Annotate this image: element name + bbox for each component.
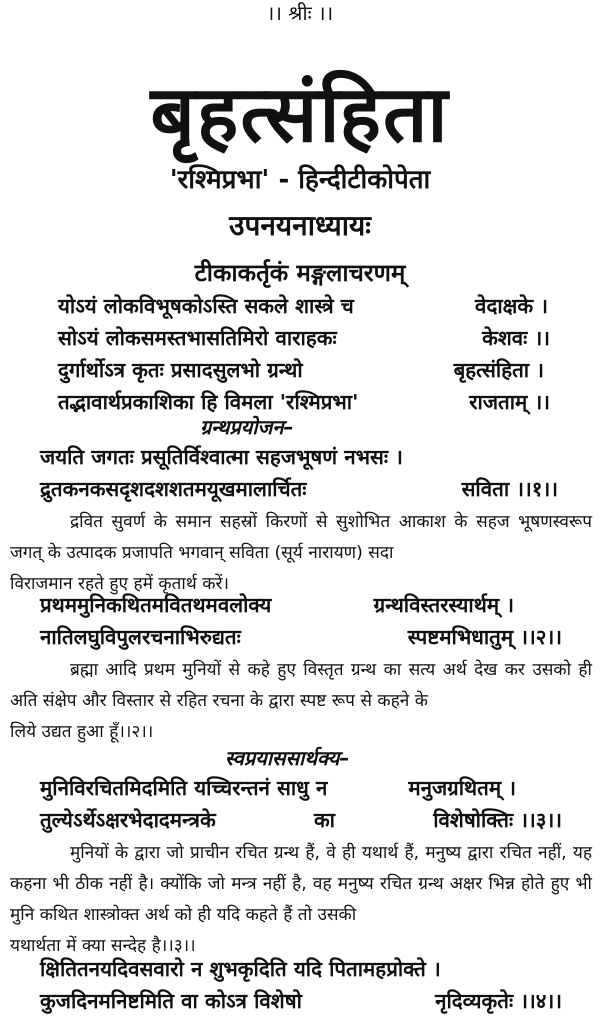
mangala-heading: टीकाकर्तृकं मङ्गलाचरणम् <box>194 259 406 287</box>
verse-4-line-1: क्षितितनयदिवसवारो न शुभकृदिति यदि पितामहप्रोक्ते । <box>40 957 441 981</box>
commentary-1: द्रवित सुवर्ण के समान सहस्रों किरणों से सुशोभित आकाश के सहज भूषणस्वरूप जगत् के उत्पादक प्रजापति भगवान् सविता (सूर्य नारायण) सदा <box>10 512 592 563</box>
mangala-verse-line-2: सोऽयं लोकसमस्तभासतिमिरो वाराहकः केशवः ।। <box>58 326 550 350</box>
commentary-2: ब्रह्मा आदि प्रथम मुनियों से कहे हुए विस्तृत ग्रन्थ का सत्य अर्थ देख कर उसको ही अति संक्षेप और विस्तार से रहित रचना के द्वारा स्पष्ट रूप से कहने के <box>10 660 592 711</box>
mangala-verse-line-4: तद्भावार्थप्रकाशिका हि विमला 'रश्मिप्रभा' राजताम् ।। <box>58 390 550 414</box>
verse-2-line-2: नातिलघुविपुलरचनाभिरुद्यतः स्पष्टमभिधातुम् ।।२।। <box>40 625 562 649</box>
invocation: ।। श्रीः ।। <box>266 1 334 25</box>
section-heading-svaprayasa: स्वप्रयाससार्थक्य– <box>225 746 350 770</box>
section-heading-granthaprayojana: ग्रन्थप्रयोजन– <box>200 415 294 439</box>
commentary-2-last: लिये उद्यत हुआ हूँ।।२।। <box>10 722 154 742</box>
commentary-3-last: यथार्थता में क्या सन्देह है।।३।। <box>10 936 196 956</box>
chapter-title: उपनयनाध्यायः <box>229 209 371 242</box>
commentary-3: मुनियों के द्वारा जो प्राचीन रचित ग्रन्थ हैं, वे ही यथार्थ हैं, मनुष्य द्वारा रचित नहीं, यह कहना भी ठीक नहीं है। क्योंकि जो मन्त्र नहीं है, वह मनुष्य रचित ग्रन्थ अक्षर भिन्न होते हुए भी मुनि कथित शास्त्रोक्त अर्थ को ही यदि कहते हैं तो उसकी <box>10 843 592 925</box>
mangala-verse-line-3: दुर्गार्थोऽत्र कृतः प्रसादसुलभो ग्रन्थो बृहत्संहिता । <box>58 358 544 382</box>
verse-4-line-2: कुजदिनमनिष्टमिति वा कोऽत्र विशेषो नृदिव्यकृतेः ।।४।। <box>40 989 562 1013</box>
mangala-verse-line-1: योऽयं लोकविभूषकोऽस्ति सकले शास्त्रे च वेदाक्षके । <box>58 294 548 318</box>
verse-1-line-2: द्रुतकनकसदृशदशशतमयूखमालार्चितः सविता ।।१।। <box>40 477 558 501</box>
verse-3-line-1: मुनिविरचितमिदमिति यच्चिरन्तनं साधु न मनुजग्रथितम् । <box>40 776 516 800</box>
page-title: बृहत्संहिता <box>150 70 450 160</box>
commentary-1-last: विराजमान रहते हुए हमें कृतार्थ करें। <box>10 574 229 594</box>
subtitle: 'रश्मिप्रभा' - हिन्दीटीकोपेता <box>169 165 431 195</box>
verse-3-line-2: तुल्येऽर्थेऽक्षरभेदादमन्त्रके का विशेषोक्तिः ।।३।। <box>40 808 562 832</box>
verse-2-line-1: प्रथममुनिकथितमवितथमवलोक्य ग्रन्थविस्तरस्यार्थम् । <box>40 593 514 617</box>
verse-1-line-1: जयति जगतः प्रसूतिर्विश्वात्मा सहजभूषणं नभसः । <box>40 445 403 469</box>
